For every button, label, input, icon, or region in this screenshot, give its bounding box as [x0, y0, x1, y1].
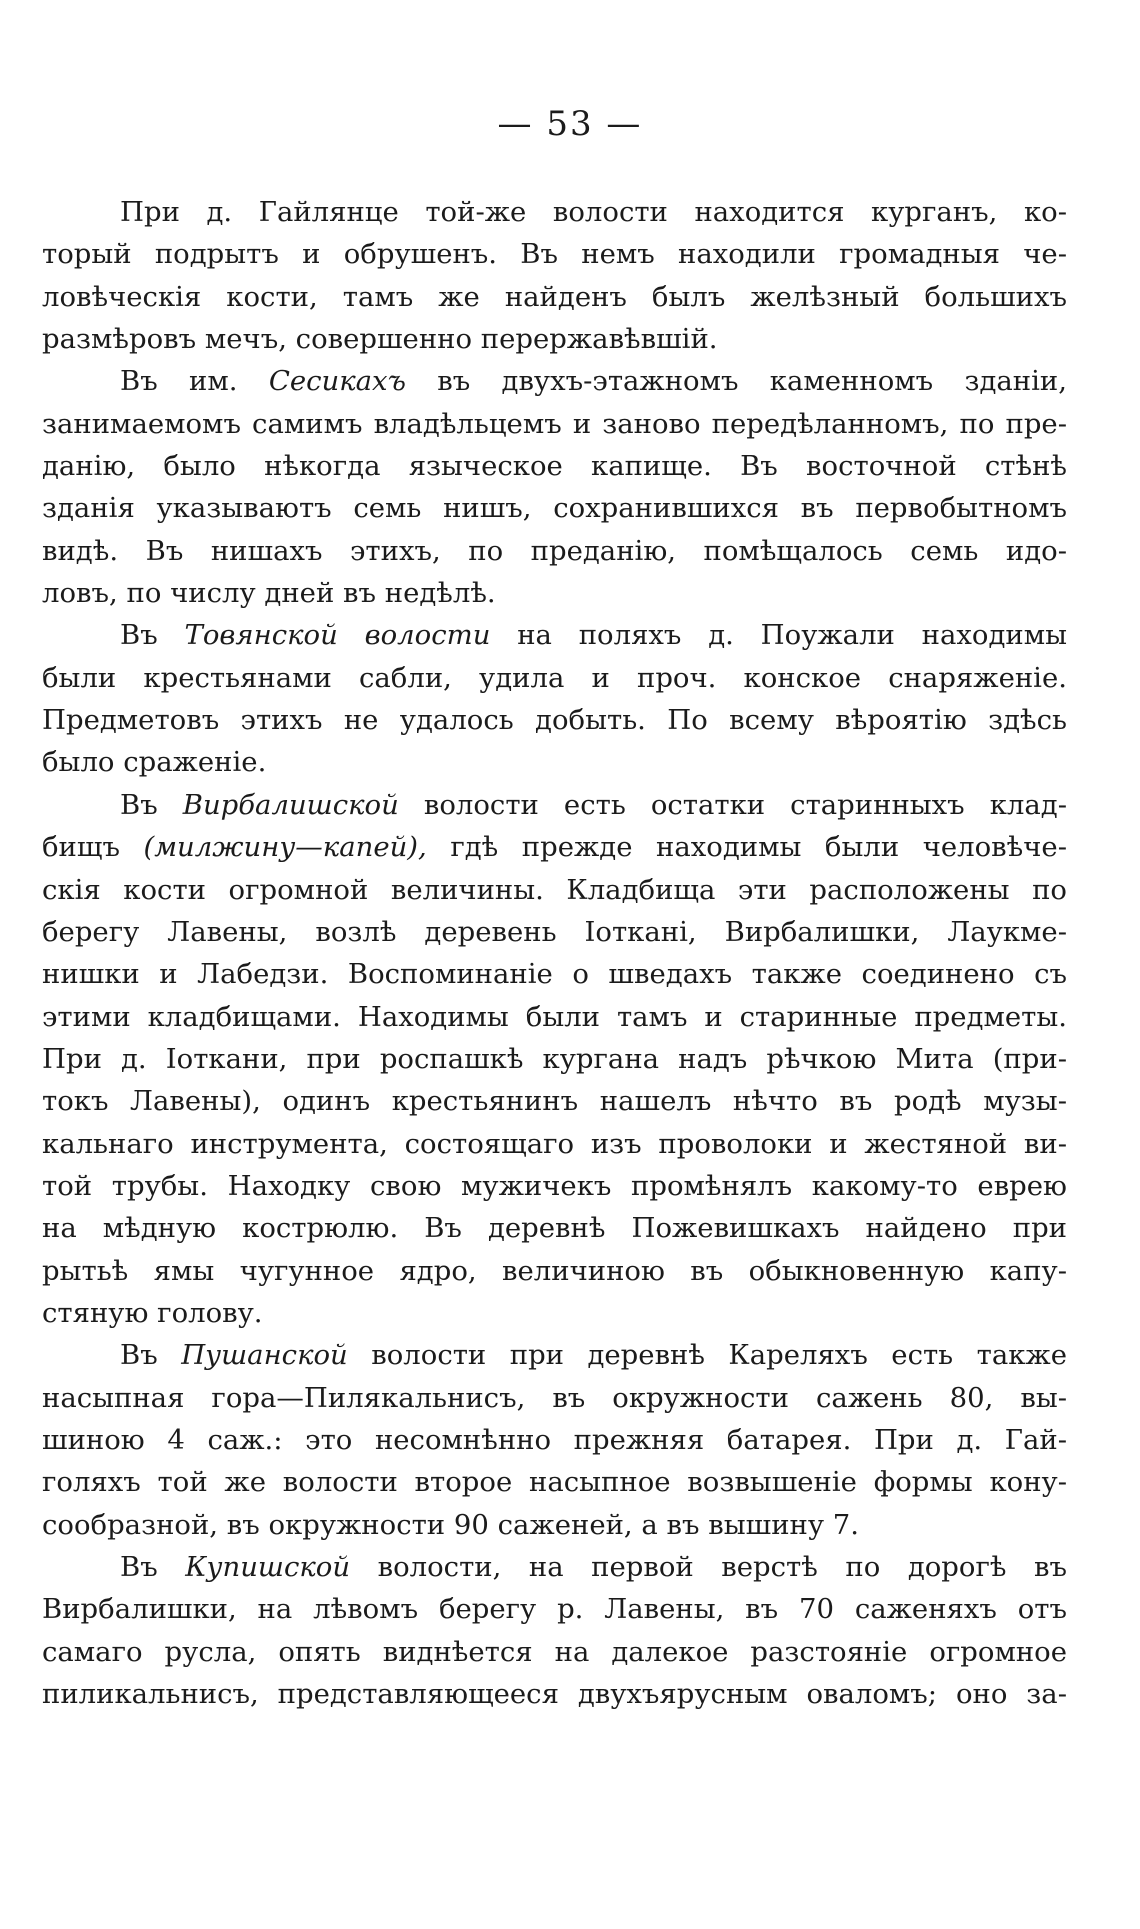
italic-text: Товянской волости: [184, 619, 491, 652]
text-segment: токъ Лавены), одинъ крестьянинъ нашелъ нѣчто въ родѣ музы-: [42, 1085, 1067, 1118]
text-line: [42, 191, 1067, 233]
text-segment: на поляхъ д. Поужали находимы: [490, 619, 1067, 652]
text-line: [42, 996, 1067, 1038]
text-line: [42, 1038, 1067, 1080]
text-segment: зданія указываютъ семь нишъ, сохранившихся въ первобытномъ: [42, 492, 1067, 525]
text-segment: нишки и Лабедзи. Воспоминаніе о шведахъ также соединено съ: [42, 958, 1067, 991]
text-line: [42, 1080, 1067, 1122]
text-line: [42, 233, 1067, 275]
text-line: [42, 530, 1067, 572]
text-segment: волости есть остатки старинныхъ клад-: [398, 788, 1067, 821]
text-segment: кальнаго инструмента, состоящаго изъ проволоки и жестяной ви-: [42, 1127, 1067, 1160]
text-segment: берегу Лавены, возлѣ деревень Іоткані, Вирбалишки, Лаукме-: [42, 915, 1067, 948]
text-line: [42, 1123, 1067, 1165]
text-segment: ловѣческія кости, тамъ же найденъ былъ желѣзный большихъ: [42, 280, 1067, 313]
text-line: [42, 1292, 1067, 1334]
text-segment: на мѣдную кострюлю. Въ деревнѣ Пожевишкахъ найдено при: [42, 1212, 1067, 1245]
text-line: [42, 1334, 1067, 1376]
text-segment: скія кости огромной величины. Кладбища эти расположены по: [42, 873, 1067, 906]
text-segment: волости, на первой верстѣ по дорогѣ въ: [350, 1551, 1067, 1583]
text-line: [42, 1377, 1067, 1419]
text-segment: При д. Іоткани, при роспашкѣ кургана надъ рѣчкою Мита (при-: [42, 1042, 1067, 1075]
text-line: [42, 614, 1067, 656]
text-line: [42, 699, 1067, 741]
text-segment: размѣровъ мечъ, совершенно перержавѣвшій.: [42, 323, 718, 356]
text-segment: Въ: [120, 1339, 182, 1372]
text-line: [42, 826, 1067, 868]
text-segment: были крестьянами сабли, удила и проч. конское снаряженіе.: [42, 661, 1067, 694]
text-segment: Въ им.: [120, 365, 269, 398]
text-segment: въ двухъ-этажномъ каменномъ зданіи,: [405, 365, 1067, 398]
text-line: [42, 445, 1067, 487]
text-segment: рытьѣ ямы чугунное ядро, величиною въ обыкновенную капу-: [42, 1254, 1067, 1287]
text-segment: самаго русла, опять виднѣется на далекое разстояніе огромное: [42, 1635, 1067, 1668]
text-line: [42, 1631, 1067, 1673]
text-segment: При д. Гайлянце той-же волости находится курганъ, ко-: [120, 196, 1067, 228]
text-segment: волости при деревнѣ Кареляхъ есть также: [347, 1339, 1067, 1372]
text-line: [42, 1461, 1067, 1503]
italic-text: Вирбалишской: [182, 788, 399, 821]
text-segment: бищъ: [42, 831, 144, 864]
text-segment: той трубы. Находку свою мужичекъ промѣнялъ какому-то еврею: [42, 1169, 1067, 1202]
text-line: [42, 1165, 1067, 1207]
text-segment: голяхъ той же волости второе насыпное возвышеніе формы кону-: [42, 1466, 1067, 1499]
text-line: [42, 741, 1067, 783]
text-segment: занимаемомъ самимъ владѣльцемъ и заново передѣланномъ, по пре-: [42, 407, 1067, 440]
text-segment: торый подрытъ и обрушенъ. Въ немъ находили громадныя че-: [42, 238, 1067, 271]
text-line: [42, 1419, 1067, 1461]
text-line: [42, 1673, 1067, 1715]
text-segment: данію, было нѣкогда языческое капище. Въ восточной стѣнѣ: [42, 450, 1067, 483]
text-line: [42, 869, 1067, 911]
text-line: [42, 1504, 1067, 1546]
text-segment: Вирбалишки, на лѣвомъ берегу р. Лавены, въ 70 саженяхъ отъ: [42, 1593, 1067, 1626]
text-segment: Въ: [120, 1551, 186, 1583]
text-line: [42, 657, 1067, 699]
text-line: [42, 953, 1067, 995]
text-line: [42, 276, 1067, 318]
italic-text: (милжину—капей),: [143, 831, 427, 864]
italic-text: Пушанской: [181, 1339, 348, 1372]
text-line: [42, 318, 1067, 360]
text-segment: Въ: [120, 788, 183, 821]
text-segment: этими кладбищами. Находимы были тамъ и старинные предметы.: [42, 1000, 1067, 1033]
text-line: [42, 572, 1067, 614]
text-segment: стяную голову.: [42, 1296, 263, 1329]
text-line: [42, 911, 1067, 953]
text-segment: Предметовъ этихъ не удалось добыть. По всему вѣроятію здѣсь: [42, 704, 1067, 737]
text-line: [42, 360, 1067, 402]
text-line: [42, 487, 1067, 529]
text-line: [42, 1207, 1067, 1249]
page-number: — 53 —: [497, 104, 643, 144]
text-line: [42, 784, 1067, 826]
italic-text: Сесикахъ: [268, 365, 406, 398]
text-segment: было сраженіе.: [42, 746, 267, 779]
text-line: [42, 403, 1067, 445]
text-line: [42, 1588, 1067, 1630]
text-segment: гдѣ прежде находимы были человѣче-: [426, 831, 1067, 864]
text-segment: Въ: [120, 619, 185, 652]
text-line: [42, 1546, 1067, 1588]
text-segment: пиликальнисъ, представляющееся двухъярусным оваломъ; оно за-: [42, 1678, 1067, 1711]
text-body: [42, 191, 1067, 1715]
text-line: [42, 1250, 1067, 1292]
text-segment: насыпная гора—Пилякальнисъ, въ окружности сажень 80, вы-: [42, 1381, 1067, 1414]
text-segment: шиною 4 саж.: это несомнѣнно прежняя батарея. При д. Гай-: [42, 1423, 1067, 1456]
text-segment: видѣ. Въ нишахъ этихъ, по преданію, помѣщалось семь идо-: [42, 534, 1067, 567]
italic-text: Купишской: [185, 1551, 351, 1583]
text-segment: ловъ, по числу дней въ недѣлѣ.: [42, 577, 496, 610]
text-segment: сообразной, въ окружности 90 саженей, а въ вышину 7.: [42, 1508, 860, 1541]
